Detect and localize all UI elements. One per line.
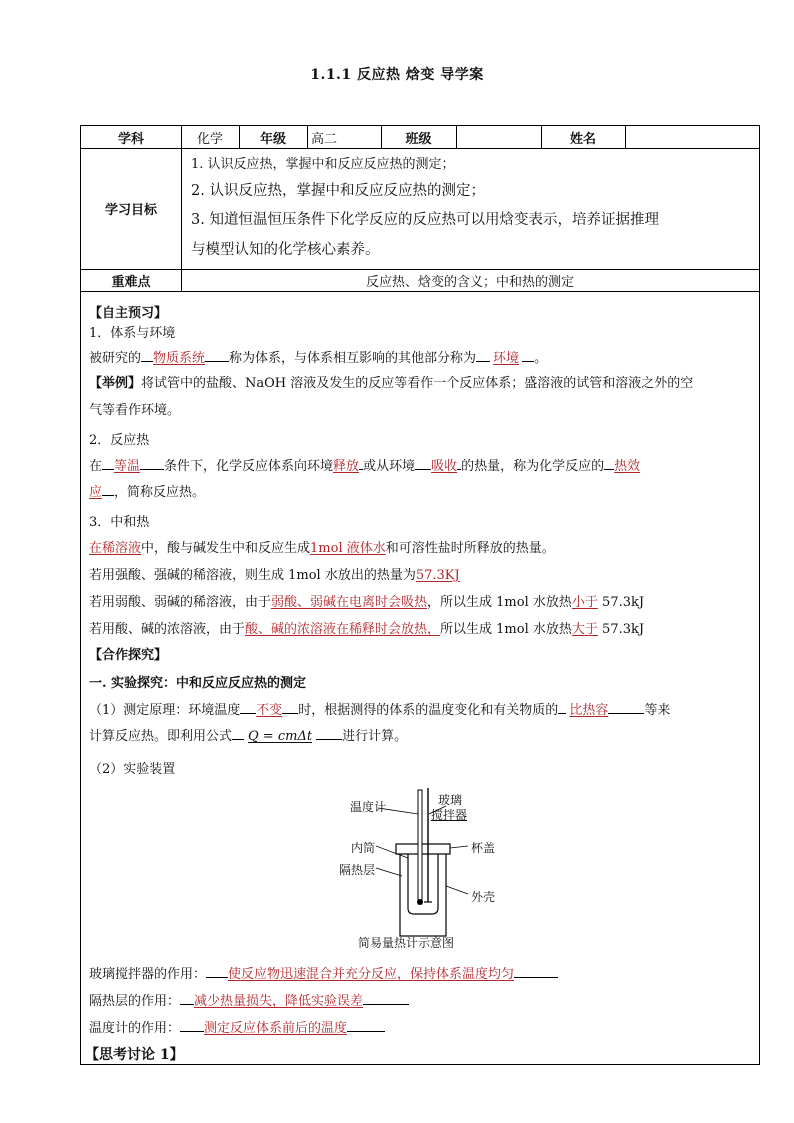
label-shell: 外壳 (471, 890, 496, 904)
text: 时，根据测得的体系的温度变化和有关物质的 (298, 703, 559, 718)
text: 若用弱酸、弱碱的稀溶液，由于 (89, 595, 272, 610)
label-lid: 杯盖 (471, 841, 496, 855)
answer: 57.3KJ (415, 568, 460, 583)
goal-item: 与模型认知的化学核心素养。 (191, 242, 380, 258)
label-inner-cup: 内筒 (351, 841, 376, 855)
name-value[interactable] (625, 126, 759, 148)
class-label: 班级 (405, 131, 432, 147)
leader-line (446, 886, 468, 894)
answer: 应 (89, 485, 103, 500)
text: 玻璃搅拌器的作用： (89, 967, 207, 982)
answer: 1mol 液体水 (310, 541, 386, 556)
principle-line (89, 699, 670, 718)
goal-item: 3. 知道恒温恒压条件下化学反应的反应热可以用焓变表示，培养证据推理 (191, 212, 659, 228)
answer: 在稀溶液 (89, 541, 142, 556)
blank (102, 481, 114, 496)
answer: 等温 (114, 459, 141, 474)
thermometer-icon (418, 790, 422, 904)
thermometer-bulb (417, 899, 423, 905)
grade-value: 高二 (311, 131, 338, 147)
example-line: 气等看作环境。 (89, 403, 181, 418)
text: 或从环境 (363, 459, 416, 474)
section-title: 2．反应热 (89, 433, 150, 448)
goals-label: 学习目标 (104, 203, 157, 218)
example-tag: 【举例】 (89, 376, 142, 391)
page-title: 1.1.1 反应热 焓变 导学案 (310, 67, 484, 83)
blank (102, 455, 114, 470)
text: （1）测定原理：环境温度 (89, 703, 241, 718)
text: 温度计的作用： (89, 1021, 181, 1036)
goal-item: 2. 认识反应热，掌握中和反应反应热的测定； (191, 183, 485, 199)
class-value[interactable] (456, 126, 541, 148)
name-label: 姓名 (569, 131, 596, 147)
blank (180, 1017, 204, 1032)
neutralization-line (89, 537, 555, 556)
stirrer-function-line (89, 963, 558, 982)
worksheet-table (80, 125, 760, 1065)
column-divider (181, 126, 182, 291)
answer: 小于 (571, 595, 598, 610)
answer: 释放 (333, 459, 360, 474)
blank (608, 699, 644, 714)
blank (180, 990, 194, 1005)
text: 若用强酸、强碱的稀溶液，则生成 1mol 水放出的热量为 (89, 568, 416, 583)
leader-line (450, 846, 468, 848)
subject-label: 学科 (117, 131, 144, 147)
text: 57.3kJ (602, 622, 645, 637)
text: 若用酸、碱的浓溶液，由于 (89, 622, 246, 637)
text: 条件下，化学反应体系向环境 (164, 459, 334, 474)
grade-label: 年级 (259, 131, 286, 147)
text: ，简称反应热。 (114, 485, 206, 500)
answer: 比热容 (569, 703, 609, 718)
neutralization-line (89, 591, 644, 610)
text: 中，酸与碱发生中和反应生成 (141, 541, 311, 556)
text: 隔热层的作用： (89, 994, 181, 1009)
answer: 热效 (614, 459, 641, 474)
text: 被研究的 (89, 351, 142, 366)
label-thermometer: 温度计 (350, 800, 387, 814)
text: 在 (89, 459, 103, 474)
key-points-label: 重难点 (111, 274, 151, 290)
text: 。 (534, 351, 548, 366)
answer: 酸、碱的浓溶液在稀释时会放热， (245, 622, 441, 637)
label-stirrer: 搅拌器 (431, 808, 468, 822)
row-divider (81, 291, 759, 292)
inner-cup (408, 854, 438, 914)
answer: 减少热量损失，降低实验误差 (194, 994, 364, 1009)
insulation-function-line (89, 990, 409, 1009)
answer: 测定反应体系前后的温度 (204, 1021, 348, 1036)
blank (205, 347, 229, 362)
outer-shell (400, 852, 446, 936)
formula: Q = cmΔt (248, 729, 313, 744)
blank (604, 455, 614, 470)
answer: 弱酸、弱碱在电离时会吸热 (271, 595, 428, 610)
blank (232, 725, 244, 740)
text: 所以生成 1mol 水放热 (440, 622, 572, 637)
blank (363, 990, 409, 1005)
leader-line (376, 868, 402, 876)
answer: 吸收 (431, 459, 458, 474)
blank (316, 725, 342, 740)
reaction-heat-line (89, 481, 205, 500)
explore-heading: 【合作探究】 (89, 648, 168, 663)
answer: 物质系统 (153, 351, 206, 366)
text: 57.3kJ (602, 595, 645, 610)
lid (396, 844, 450, 854)
discussion-heading: 【思考讨论 1】 (85, 1047, 184, 1063)
text: 等来 (644, 703, 671, 718)
answer: 大于 (571, 622, 598, 637)
thermometer-function-line (89, 1017, 385, 1036)
system-environment-line (89, 347, 547, 366)
key-points-value: 反应热、焓变的含义；中和热的测定 (365, 274, 574, 290)
neutralization-line (89, 564, 460, 583)
section-title: 1．体系与环境 (89, 326, 176, 341)
text: 计算反应热。即利用公式 (89, 729, 233, 744)
figure-caption: 简易量热计示意图 (358, 936, 455, 950)
blank (347, 1017, 385, 1032)
label-stirrer: 玻璃 (438, 793, 463, 807)
blank (240, 699, 256, 714)
blank (522, 347, 534, 362)
blank (415, 455, 431, 470)
principle-line (89, 725, 407, 744)
apparatus-title: （2）实验装置 (89, 762, 176, 777)
reaction-heat-line (89, 455, 640, 474)
text: 进行计算。 (342, 729, 408, 744)
subject-value: 化学 (196, 131, 223, 147)
answer: 使反应物迅速混合并充分反应，保持体系温度均匀 (228, 967, 515, 982)
row-divider (81, 148, 759, 149)
section-title: 3．中和热 (89, 515, 150, 530)
example-line (89, 372, 693, 391)
blank (140, 455, 164, 470)
text: ，所以生成 1mol 水放热 (427, 595, 572, 610)
answer: 环境 (493, 351, 520, 366)
text: 的热量，称为化学反应的 (461, 459, 605, 474)
label-insulation: 隔热层 (339, 863, 376, 877)
explore-subheading: 一. 实验探究：中和反应反应热的测定 (89, 676, 307, 691)
text: 将试管中的盐酸、NaOH 溶液及发生的反应等看作一个反应体系；盛溶液的试管和溶液之外的空 (141, 376, 694, 391)
blank (514, 963, 558, 978)
goal-item: 1. 认识反应热，掌握中和反应反应热的测定； (191, 157, 455, 172)
text: 称为体系，与体系相互影响的其他部分称为 (229, 351, 477, 366)
preview-heading: 【自主预习】 (89, 306, 168, 321)
blank (476, 347, 490, 362)
answer: 不变 (256, 703, 283, 718)
text: 和可溶性盐时所释放的热量。 (385, 541, 555, 556)
neutralization-line (89, 618, 644, 637)
blank (206, 963, 228, 978)
blank (141, 347, 153, 362)
blank (282, 699, 298, 714)
